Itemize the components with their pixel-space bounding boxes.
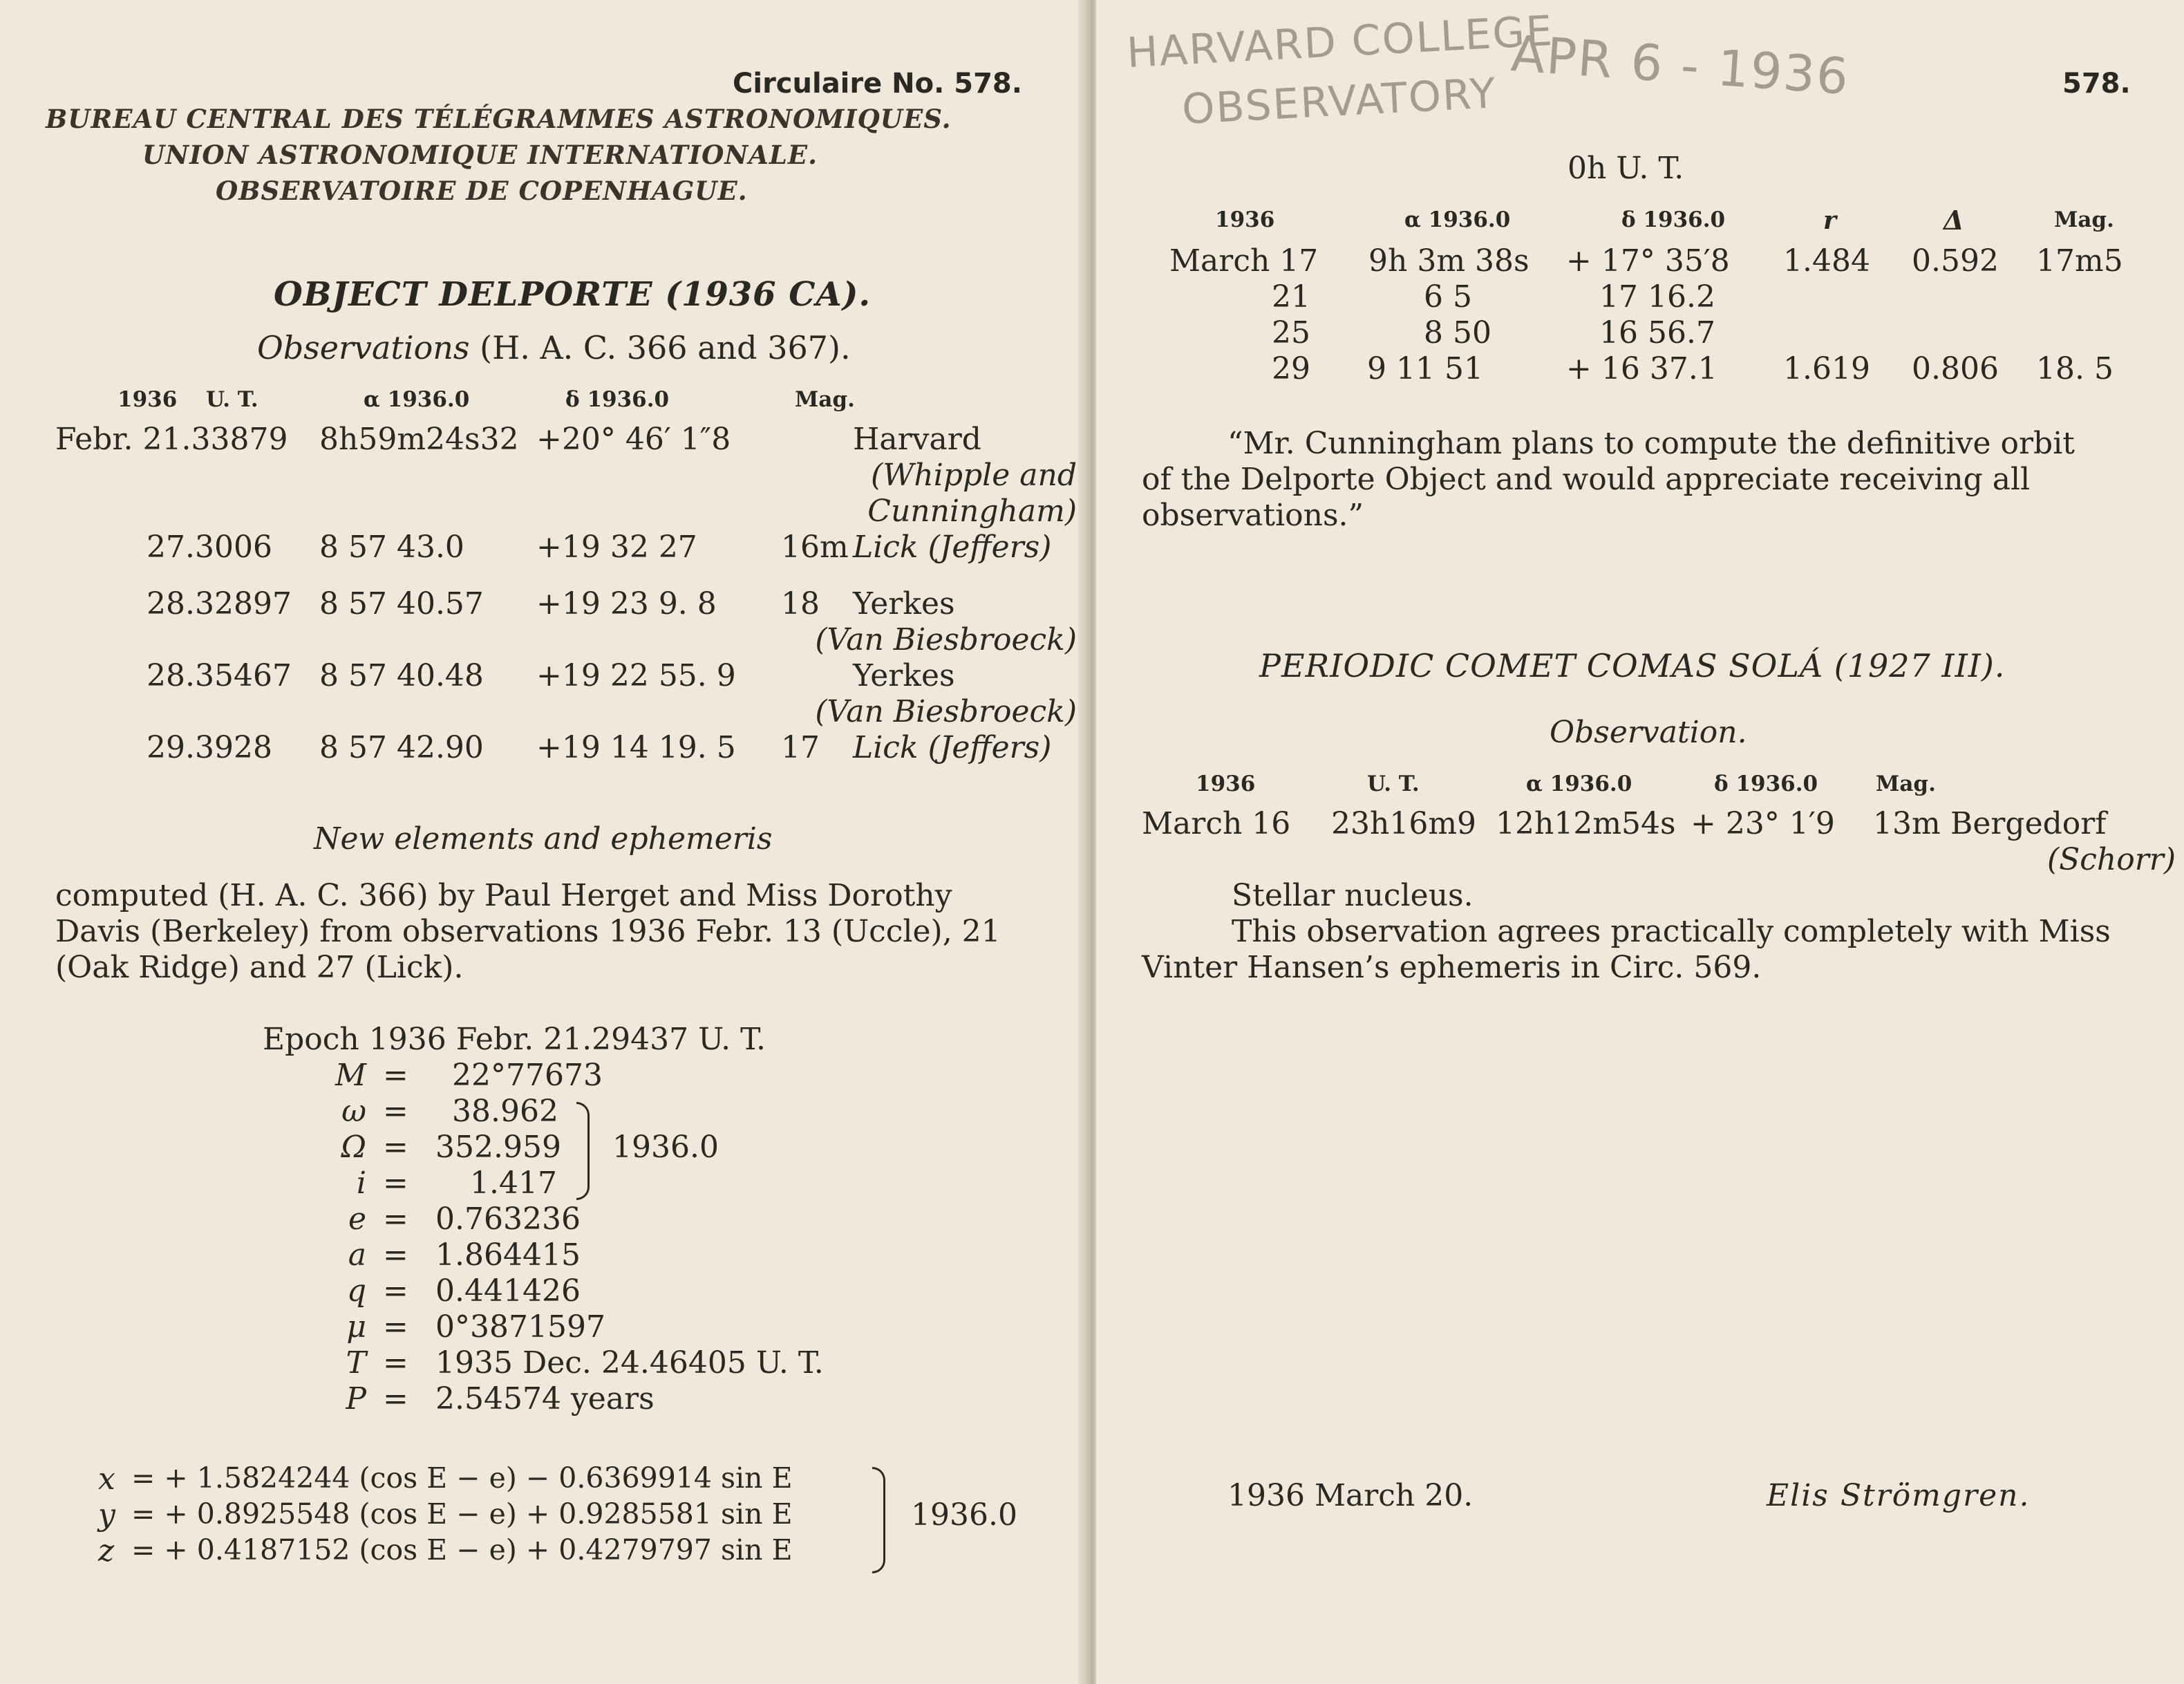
object-title: OBJECT DELPORTE (1936 CA).	[274, 275, 872, 314]
eph-header-r: r	[1823, 206, 1836, 235]
eph-row-r: 1.619	[1783, 351, 1870, 386]
obs-header-mag: Mag.	[795, 387, 855, 412]
stamp-date: APR 6 - 1936	[1509, 24, 1852, 106]
eph-row-mag: 17m5	[2036, 243, 2123, 279]
obs-row-alpha: 8h59m24s32	[319, 422, 519, 457]
ephemeris-title: 0h U. T.	[1568, 151, 1684, 186]
equation-body: = + 1.5824244 (cos E − e) − 0.6369914 sin E	[131, 1461, 793, 1495]
obs-row-observatory: Yerkes	[853, 658, 955, 693]
comet-header-delta: δ 1936.0	[1714, 771, 1818, 796]
comet-row-observer: (Schorr)	[2046, 842, 2176, 877]
comet-header-mag: Mag.	[1876, 771, 1936, 796]
obs-header-year: 1936	[117, 387, 178, 412]
element-value: 38.962	[452, 1094, 558, 1129]
eph-row-Delta: 0.592	[1912, 243, 1999, 279]
equation-body: = + 0.8925548 (cos E − e) + 0.9285581 sin E	[131, 1497, 793, 1531]
comet-row-delta: + 23° 1′9	[1691, 806, 1835, 841]
eph-row-delta: 17 16.2	[1599, 279, 1715, 315]
quote-line-3: observations.”	[1142, 498, 1364, 533]
element-equals: =	[383, 1237, 408, 1273]
obs-row-mag: 18	[781, 586, 820, 621]
equations-equinox: 1936.0	[911, 1497, 1017, 1533]
obs-row-mag: 17	[781, 730, 820, 765]
obs-header-ut: U. T.	[206, 387, 258, 412]
obs-header-alpha: α 1936.0	[364, 387, 470, 412]
equation-var: x	[98, 1461, 115, 1497]
obs-header-delta: δ 1936.0	[565, 387, 670, 412]
element-value: 1935 Dec. 24.46405 U. T.	[435, 1345, 824, 1381]
obs-row-date: Febr. 21.33879	[55, 422, 288, 457]
equation-var: y	[98, 1497, 115, 1533]
computed-line-1: computed (H. A. C. 366) by Paul Herget and Miss Dorothy	[55, 878, 952, 913]
element-value: 22°77673	[452, 1058, 603, 1093]
eph-row-alpha: 8 50	[1424, 315, 1491, 350]
obs-row-delta: +20° 46′ 1″8	[536, 422, 731, 457]
quote-line-1: “Mr. Cunningham plans to compute the definitive orbit	[1227, 426, 2075, 461]
obs-row-observer-2: Cunningham)	[867, 494, 1077, 529]
new-elements-title: New elements and ephemeris	[314, 821, 773, 857]
obs-row-observer: (Van Biesbroeck)	[815, 694, 1077, 729]
obs-row-delta: +19 32 27	[536, 530, 697, 565]
left-page	[0, 0, 1091, 1684]
element-symbol: Ω	[341, 1130, 366, 1165]
element-symbol: T	[346, 1345, 366, 1381]
element-equals: =	[383, 1345, 408, 1381]
element-value: 0°3871597	[435, 1309, 605, 1345]
comet-observation-title: Observation.	[1550, 715, 1747, 750]
circular-number-right: 578.	[2062, 68, 2131, 100]
comet-title: PERIODIC COMET COMAS SOLÁ (1927 III).	[1259, 647, 2006, 684]
obs-row-observatory: Lick (Jeffers)	[853, 530, 1052, 565]
obs-row-observatory: Harvard	[853, 422, 981, 457]
eph-row-mag: 18. 5	[2036, 351, 2114, 386]
element-equals: =	[383, 1273, 408, 1309]
stamp-line-1: HARVARD COLLEGE	[1125, 6, 1555, 78]
obs-row-observatory: Yerkes	[853, 586, 955, 621]
stellar-nucleus-text: Stellar nucleus.	[1232, 878, 1474, 913]
eph-row-alpha: 6 5	[1424, 279, 1472, 315]
element-symbol: P	[346, 1381, 366, 1416]
obs-row-alpha: 8 57 40.48	[319, 658, 484, 693]
obs-row-date: 28.35467	[147, 658, 292, 693]
equation-body: = + 0.4187152 (cos E − e) + 0.4279797 sin E	[131, 1533, 793, 1566]
obs-row-mag: 16m	[781, 530, 849, 565]
eph-row-r: 1.484	[1783, 243, 1870, 279]
eph-header-mag: Mag.	[2054, 207, 2114, 232]
element-symbol: M	[335, 1058, 366, 1093]
obs-row-date: 29.3928	[147, 730, 272, 765]
comet-header-alpha: α 1936.0	[1526, 771, 1632, 796]
eph-row-delta: + 17° 35′8	[1566, 243, 1730, 279]
element-value: 0.763236	[435, 1201, 581, 1237]
eph-row-delta: + 16 37.1	[1566, 351, 1717, 386]
eph-header-year: 1936	[1215, 207, 1275, 232]
epoch-line: Epoch 1936 Febr. 21.29437 U. T.	[263, 1022, 766, 1057]
eph-row-date: March 17	[1169, 243, 1319, 279]
elements-equinox: 1936.0	[612, 1130, 719, 1165]
element-equals: =	[383, 1166, 408, 1201]
computed-line-3: (Oak Ridge) and 27 (Lick).	[55, 950, 464, 985]
element-symbol: μ	[346, 1309, 366, 1345]
obs-row-delta: +19 22 55. 9	[536, 658, 736, 693]
element-equals: =	[383, 1201, 408, 1237]
bureau-line-1: BUREAU CENTRAL DES TÉLÉGRAMMES ASTRONOMIQUES.	[46, 104, 952, 134]
observations-word: Observations	[257, 329, 470, 366]
element-symbol: a	[348, 1237, 366, 1273]
eph-row-Delta: 0.806	[1912, 351, 1999, 386]
stamp-line-2: OBSERVATORY	[1180, 69, 1498, 134]
observations-source: (H. A. C. 366 and 367).	[480, 329, 851, 366]
comet-header-ut: U. T.	[1367, 771, 1420, 796]
obs-row-alpha: 8 57 43.0	[319, 530, 464, 565]
element-equals: =	[383, 1130, 408, 1165]
bureau-line-3: OBSERVATOIRE DE COPENHAGUE.	[216, 176, 748, 206]
equation-var: z	[98, 1533, 115, 1569]
element-value: 1.417	[470, 1166, 557, 1201]
obs-row-date: 27.3006	[147, 530, 272, 565]
element-value: 0.441426	[435, 1273, 581, 1309]
agrees-line-2: Vinter Hansen’s ephemeris in Circ. 569.	[1142, 950, 1762, 985]
element-symbol: q	[346, 1273, 366, 1309]
agrees-line-1: This observation agrees practically completely with Miss	[1232, 914, 2111, 949]
eph-header-delta: δ 1936.0	[1621, 207, 1726, 232]
date-line: 1936 March 20.	[1227, 1478, 1474, 1513]
obs-row-observer: (Whipple and	[871, 458, 1077, 493]
eph-row-date: 29	[1272, 351, 1310, 386]
quote-line-2: of the Delporte Object and would appreciate receiving all	[1142, 462, 2031, 497]
bureau-line-2: UNION ASTRONOMIQUE INTERNATIONALE.	[142, 140, 818, 170]
right-page	[1095, 0, 2184, 1684]
eph-header-alpha: α 1936.0	[1404, 207, 1511, 232]
eph-row-date: 25	[1272, 315, 1310, 350]
obs-row-observatory: Lick (Jeffers)	[853, 730, 1052, 765]
comet-header-year: 1936	[1196, 771, 1256, 796]
comet-row-ut: 23h16m9	[1331, 806, 1477, 841]
obs-row-alpha: 8 57 42.90	[319, 730, 484, 765]
eph-row-date: 21	[1272, 279, 1310, 315]
element-value: 1.864415	[435, 1237, 581, 1273]
eph-row-delta: 16 56.7	[1599, 315, 1715, 350]
eph-header-Delta: Δ	[1943, 205, 1964, 236]
equations-brace	[872, 1467, 885, 1573]
obs-row-delta: +19 23 9. 8	[536, 586, 717, 621]
elements-brace	[576, 1102, 590, 1200]
element-equals: =	[383, 1058, 408, 1093]
obs-row-delta: +19 14 19. 5	[536, 730, 736, 765]
element-symbol: ω	[341, 1094, 366, 1129]
eph-row-alpha: 9h 3m 38s	[1368, 243, 1529, 279]
computed-line-2: Davis (Berkeley) from observations 1936 Febr. 13 (Uccle), 21	[55, 914, 1001, 949]
element-value: 2.54574 years	[435, 1381, 655, 1416]
element-equals: =	[383, 1094, 408, 1129]
comet-row-alpha: 12h12m54s	[1496, 806, 1676, 841]
observations-heading	[257, 329, 851, 366]
comet-row-mag: 13m	[1873, 806, 1941, 841]
signature: Elis Strömgren.	[1767, 1478, 2031, 1513]
comet-row-observatory: Bergedorf	[1950, 806, 2107, 841]
circular-number: Circulaire No. 578.	[733, 68, 1022, 100]
element-value: 352.959	[435, 1130, 561, 1165]
element-equals: =	[383, 1309, 408, 1345]
element-symbol: i	[356, 1166, 366, 1201]
obs-row-date: 28.32897	[147, 586, 292, 621]
element-equals: =	[383, 1381, 408, 1416]
obs-row-observer: (Van Biesbroeck)	[815, 622, 1077, 657]
comet-row-date: March 16	[1142, 806, 1291, 841]
eph-row-alpha: 9 11 51	[1367, 351, 1483, 386]
obs-row-alpha: 8 57 40.57	[319, 586, 484, 621]
element-symbol: e	[348, 1201, 366, 1237]
